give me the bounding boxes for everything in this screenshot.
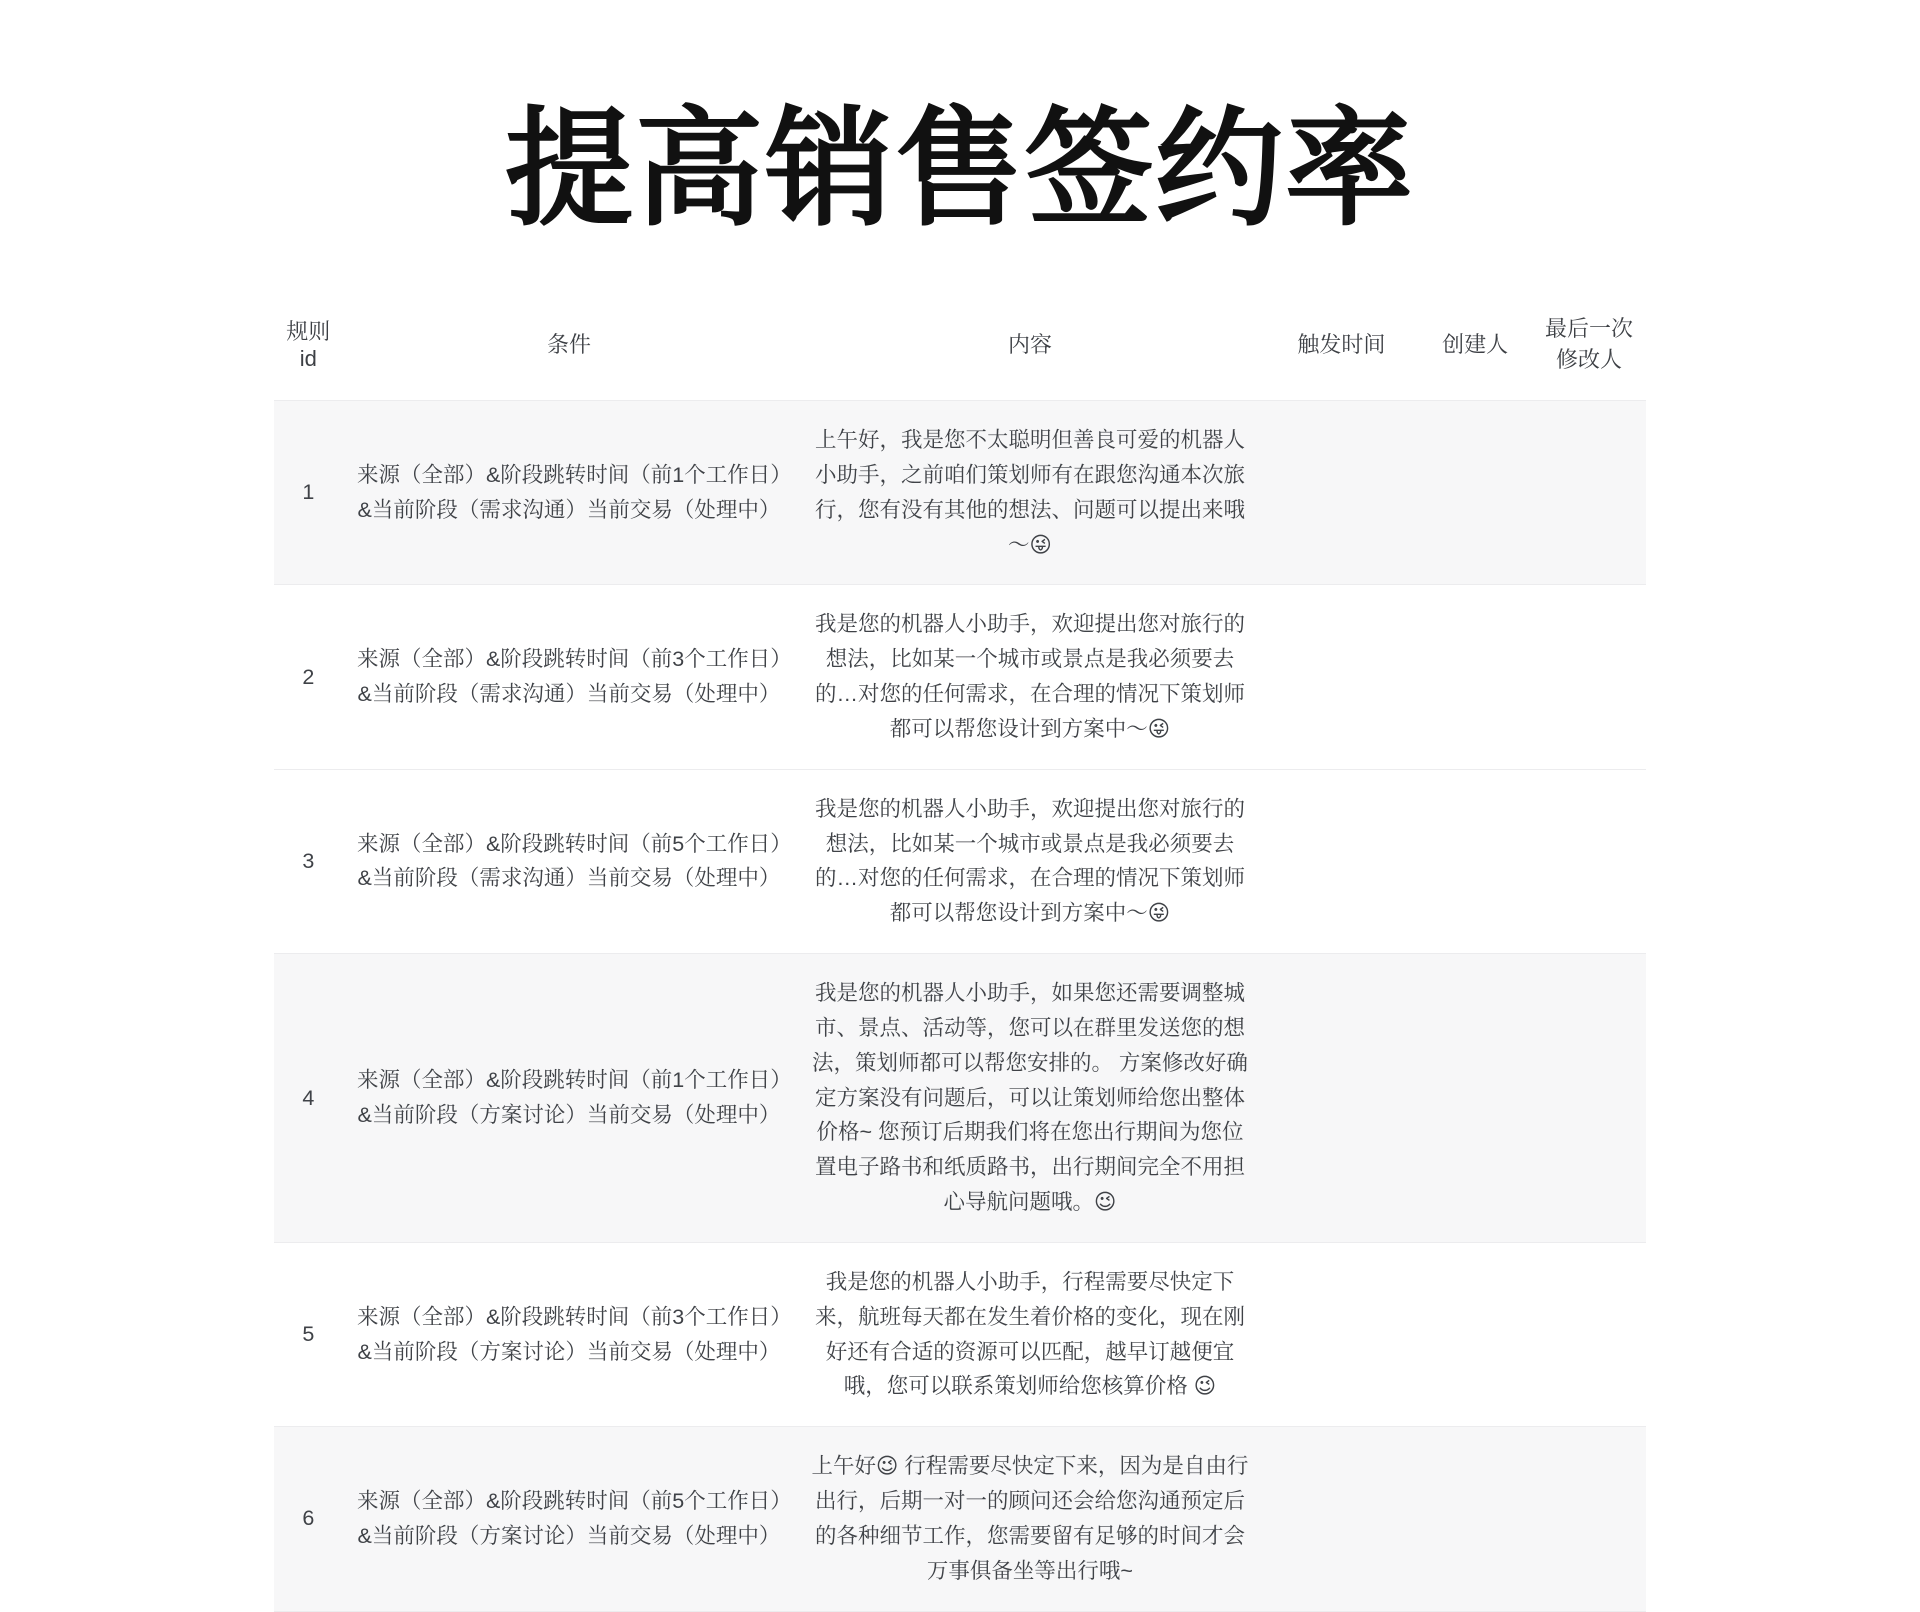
- cell-content: 我是您的机器人小助手，欢迎提出您对旅行的想法，比如某一个城市或景点是我必须要去的…对您的任何需求，在合理的情况下策划师都可以帮您设计到方案中～😜: [795, 585, 1264, 769]
- cell-content: 我是您的机器人小助手，如果您还需要调整城市、景点、活动等，您可以在群里发送您的想法，策划师都可以帮您安排的。 方案修改好确定方案没有问题后，可以让策划师给您出整体价格~ 您预订后期我们将在您出行期间为您位置电子路书和纸质路书，出行期间完全不用担心导航问题哦。😉: [795, 954, 1264, 1243]
- cell-condition: 来源（全部）&阶段跳转时间（前3个工作日）&当前阶段（需求沟通）当前交易（处理中）: [343, 585, 796, 769]
- table-row: [274, 401, 1646, 585]
- cell-condition: 来源（全部）&阶段跳转时间（前5个工作日）&当前阶段（需求沟通）当前交易（处理中）: [343, 769, 796, 953]
- cell-condition: 来源（全部）&阶段跳转时间（前1个工作日）&当前阶段（需求沟通）当前交易（处理中）: [343, 401, 796, 585]
- rules-table-container: [274, 302, 1646, 1611]
- cell-rule-id: 1: [274, 401, 343, 585]
- column-header-creator: 创建人: [1418, 302, 1532, 401]
- cell-rule-id: 5: [274, 1242, 343, 1426]
- table-row: [274, 954, 1646, 1243]
- cell-trigger-time: [1265, 401, 1419, 585]
- table-row: [274, 769, 1646, 953]
- cell-rule-id: 6: [274, 1427, 343, 1611]
- column-header-trigger-time: 触发时间: [1265, 302, 1419, 401]
- cell-rule-id: 3: [274, 769, 343, 953]
- cell-creator: [1418, 401, 1532, 585]
- cell-rule-id: 2: [274, 585, 343, 769]
- table-row: [274, 1427, 1646, 1611]
- document-page: [0, 92, 1920, 1583]
- cell-trigger-time: [1265, 1242, 1419, 1426]
- cell-content: 上午好，我是您不太聪明但善良可爱的机器人小助手，之前咱们策划师有在跟您沟通本次旅行，您有没有其他的想法、问题可以提出来哦～😜: [795, 401, 1264, 585]
- cell-last-editor: [1532, 1427, 1646, 1611]
- cell-trigger-time: [1265, 954, 1419, 1243]
- cell-trigger-time: [1265, 1427, 1419, 1611]
- cell-last-editor: [1532, 585, 1646, 769]
- table-row: [274, 1242, 1646, 1426]
- cell-condition: 来源（全部）&阶段跳转时间（前3个工作日）&当前阶段（方案讨论）当前交易（处理中）: [343, 1242, 796, 1426]
- cell-creator: [1418, 1242, 1532, 1426]
- cell-trigger-time: [1265, 769, 1419, 953]
- column-header-last-editor: 最后一次修改人: [1532, 302, 1646, 401]
- column-header-rule-id: 规则id: [274, 302, 343, 401]
- cell-creator: [1418, 1427, 1532, 1611]
- cell-last-editor: [1532, 769, 1646, 953]
- cell-content: 我是您的机器人小助手，行程需要尽快定下来，航班每天都在发生着价格的变化，现在刚好还有合适的资源可以匹配，越早订越便宜哦，您可以联系策划师给您核算价格 😉: [795, 1242, 1264, 1426]
- cell-creator: [1418, 585, 1532, 769]
- table-row: [274, 585, 1646, 769]
- cell-last-editor: [1532, 1242, 1646, 1426]
- cell-last-editor: [1532, 954, 1646, 1243]
- cell-last-editor: [1532, 401, 1646, 585]
- cell-content: 我是您的机器人小助手，欢迎提出您对旅行的想法，比如某一个城市或景点是我必须要去的…对您的任何需求，在合理的情况下策划师都可以帮您设计到方案中～😜: [795, 769, 1264, 953]
- cell-trigger-time: [1265, 585, 1419, 769]
- column-header-condition: 条件: [343, 302, 796, 401]
- cell-rule-id: 4: [274, 954, 343, 1243]
- column-header-content: 内容: [795, 302, 1264, 401]
- cell-content: 上午好😉 行程需要尽快定下来，因为是自由行出行，后期一对一的顾问还会给您沟通预定后的各种细节工作，您需要留有足够的时间才会万事俱备坐等出行哦~: [795, 1427, 1264, 1611]
- table-header: [274, 302, 1646, 401]
- table-body: [274, 401, 1646, 1611]
- cell-condition: 来源（全部）&阶段跳转时间（前1个工作日）&当前阶段（方案讨论）当前交易（处理中）: [343, 954, 796, 1243]
- table-header-row: [274, 302, 1646, 401]
- cell-creator: [1418, 954, 1532, 1243]
- rules-table: [274, 302, 1646, 1611]
- cell-condition: 来源（全部）&阶段跳转时间（前5个工作日）&当前阶段（方案讨论）当前交易（处理中）: [343, 1427, 796, 1611]
- cell-creator: [1418, 769, 1532, 953]
- page-title: 提高销售签约率: [504, 98, 1415, 241]
